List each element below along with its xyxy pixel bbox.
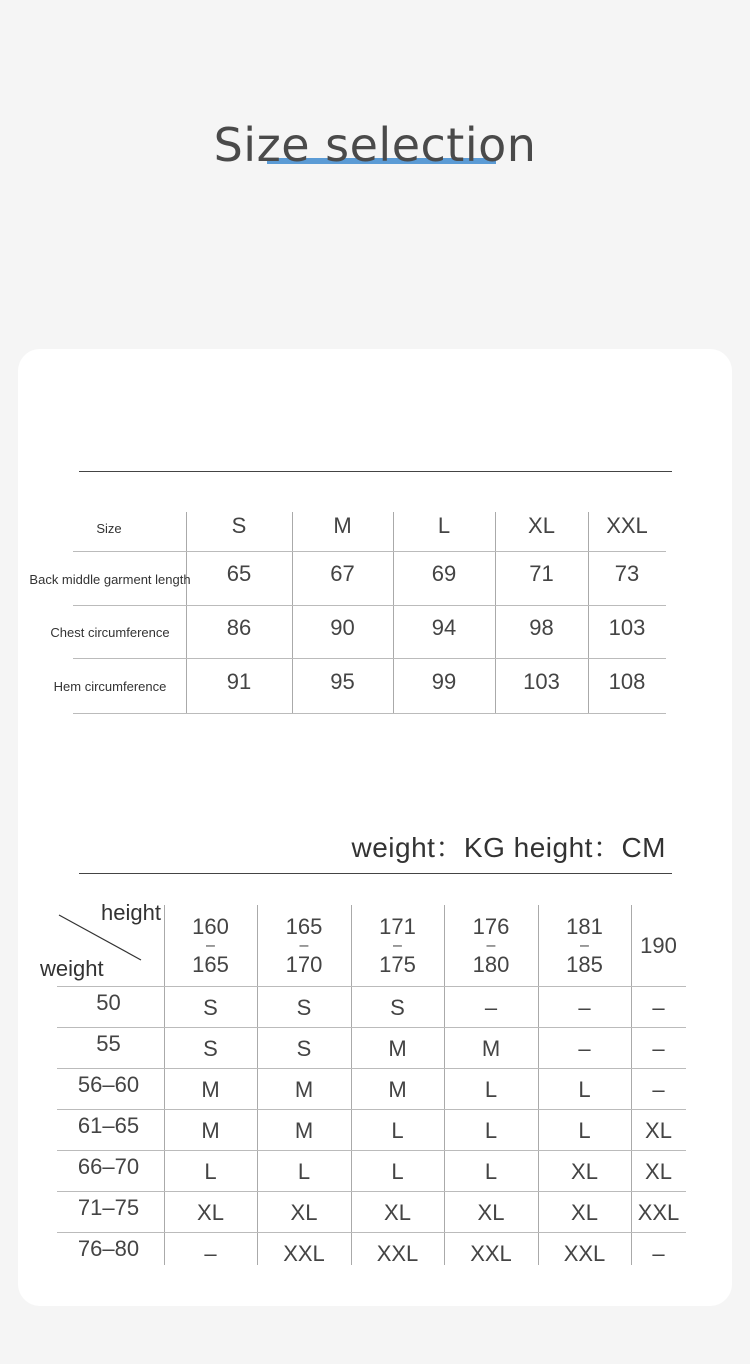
- recommended-size: XL: [290, 1199, 318, 1225]
- height-range-from: 165: [285, 913, 323, 939]
- corner-weight-label: weight: [40, 956, 104, 981]
- weight-range-label: 66–70: [77, 1153, 140, 1179]
- recommended-size: L: [297, 1158, 311, 1184]
- page-title-text: Size selection: [213, 118, 537, 172]
- weight-range-label: 56–60: [77, 1071, 140, 1097]
- measurement-value: 86: [226, 614, 252, 640]
- height-range-to: 180: [472, 951, 510, 977]
- recommended-size: XL: [645, 1117, 672, 1143]
- recommended-size: –: [652, 1076, 665, 1102]
- recommended-size: M: [481, 1035, 501, 1061]
- height-range-from: 176: [472, 913, 510, 939]
- recommended-size: XXL: [637, 1199, 680, 1225]
- measurement-value: 99: [431, 668, 457, 694]
- recommended-size: –: [578, 1035, 591, 1061]
- measurement-value: 94: [431, 614, 457, 640]
- height-range-from: 190: [640, 932, 677, 958]
- recommended-size: M: [388, 1035, 407, 1061]
- recommended-size: M: [294, 1117, 314, 1143]
- height-range-from: 171: [379, 913, 416, 939]
- recommended-size: –: [484, 994, 498, 1020]
- height-range-from: 181: [566, 913, 603, 939]
- measurement-value: 67: [330, 561, 355, 586]
- recommended-size: L: [484, 1158, 498, 1184]
- measurement-value: 90: [330, 614, 355, 640]
- recommended-size: XXL: [470, 1240, 512, 1266]
- recommended-size: XL: [197, 1199, 224, 1225]
- weight-range-label: 61–65: [77, 1112, 140, 1138]
- size-corner-label: Size: [96, 520, 122, 536]
- units-rule: [79, 873, 672, 874]
- recommended-size: XXL: [283, 1240, 325, 1266]
- recommended-size: XL: [477, 1199, 505, 1225]
- height-range-header: [257, 905, 351, 986]
- recommended-size: S: [203, 994, 218, 1020]
- recommended-size: L: [391, 1158, 404, 1184]
- measurement-value: 69: [431, 561, 457, 586]
- height-range-header: [444, 905, 538, 986]
- measurement-value: 103: [608, 614, 646, 640]
- recommended-size: XXL: [376, 1240, 419, 1266]
- recommended-size: S: [296, 994, 312, 1020]
- height-range-header: [538, 905, 631, 986]
- recommended-size: XL: [571, 1199, 598, 1225]
- size-header-s: S: [231, 513, 247, 538]
- measurement-value: 71: [529, 561, 554, 586]
- recommended-size: S: [296, 1035, 312, 1061]
- measurement-label: Chest circumference: [50, 625, 170, 640]
- size-header-xxl: XXL: [606, 513, 648, 538]
- measurement-value: 65: [226, 561, 252, 586]
- measurement-value: 103: [523, 668, 560, 694]
- recommended-size: L: [391, 1117, 404, 1143]
- size-header-l: L: [437, 513, 451, 538]
- recommended-size: L: [578, 1076, 591, 1102]
- height-range-from: 160: [192, 913, 229, 939]
- table-top-rule: [79, 471, 672, 472]
- height-range-header: [164, 905, 257, 986]
- weight-range-label: 71–75: [77, 1194, 140, 1220]
- corner-height-label: height: [101, 900, 161, 925]
- measurement-value: 98: [529, 614, 554, 640]
- recommended-size: –: [578, 994, 591, 1020]
- page-header: [0, 118, 750, 172]
- recommended-size: L: [484, 1117, 498, 1143]
- height-range-header: [631, 905, 686, 986]
- recommended-size: XL: [384, 1199, 411, 1225]
- recommended-size: L: [578, 1117, 591, 1143]
- recommended-size: M: [294, 1076, 314, 1102]
- measurement-value: 73: [614, 561, 640, 586]
- recommended-size: M: [388, 1076, 407, 1102]
- size-header-m: M: [333, 513, 352, 538]
- recommended-size: S: [203, 1035, 218, 1061]
- recommended-size: XXL: [563, 1240, 606, 1266]
- measurement-value: 108: [608, 668, 646, 694]
- height-range-sep: –: [486, 936, 496, 954]
- recommended-size: S: [390, 994, 405, 1020]
- height-range-to: 165: [192, 951, 229, 977]
- height-range-to: 175: [379, 951, 416, 977]
- measurement-value: 95: [330, 668, 355, 694]
- size-header-xl: XL: [528, 513, 555, 538]
- recommended-size: M: [201, 1117, 220, 1143]
- recommended-size: XL: [645, 1158, 672, 1184]
- height-range-to: 185: [566, 951, 603, 977]
- measurement-value: 91: [226, 668, 252, 694]
- height-range-sep: –: [206, 936, 215, 954]
- height-range-to: 170: [285, 951, 323, 977]
- measurement-label: Hem circumference: [53, 679, 167, 694]
- recommended-size: –: [652, 1240, 665, 1266]
- recommended-size: –: [204, 1240, 217, 1266]
- weight-range-label: 50: [96, 989, 121, 1015]
- height-range-header: [351, 905, 444, 986]
- recommended-size: L: [484, 1076, 498, 1102]
- height-range-sep: –: [393, 936, 402, 954]
- weight-range-label: 76–80: [77, 1235, 140, 1261]
- recommended-size: L: [204, 1158, 217, 1184]
- weight-range-label: 55: [96, 1030, 121, 1056]
- height-range-sep: –: [299, 936, 309, 954]
- measurement-label: Back middle garment length: [29, 571, 191, 587]
- recommended-size: –: [652, 994, 665, 1020]
- recommended-size: M: [201, 1076, 220, 1102]
- units-label: weight：KG height：CM: [351, 832, 666, 863]
- recommended-size: –: [652, 1035, 665, 1061]
- recommended-size: XL: [571, 1158, 598, 1184]
- height-range-sep: –: [580, 936, 589, 954]
- page-title: [214, 118, 537, 172]
